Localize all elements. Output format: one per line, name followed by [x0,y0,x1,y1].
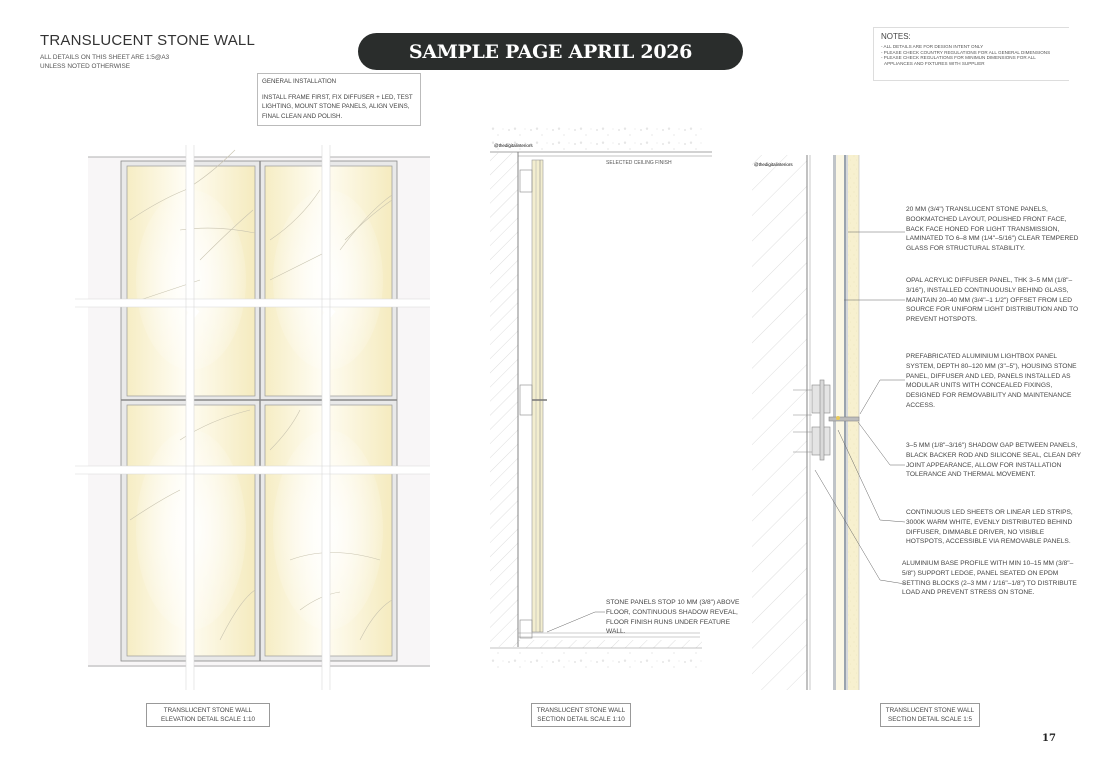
elevation-label [146,703,270,727]
sheet-title: TRANSLUCENT STONE WALL [40,32,256,49]
floor-callout: STONE PANELS STOP 10 MM (3/8") ABOVE FLOOR, CONTINUOUS SHADOW REVEAL, FLOOR FINISH RUNS UNDER FEATURE WALL. [606,599,740,636]
callout-shadow-gap: 3–5 MM (1/8"–3/16") SHADOW GAP BETWEEN PANELS, BLACK BACKER ROD AND SILICONE SEAL, CLEAN DRY JOINT APPEARANCE, ALLOW FOR INSTALLATION TOLERANCE AND THERMAL MOVEMENT. [906,442,1081,479]
label-line: SECTION DETAIL SCALE 1:5 [888,716,972,723]
label-line: TRANSLUCENT STONE WALL [536,707,626,714]
watermark: @thedigitalinteriors [754,162,793,167]
section-1-5-drawing [752,155,905,690]
watermark: @thedigitalinteriors [494,143,533,148]
page-number: 17 [1042,733,1056,744]
note-item: APPLIANCES AND FIXTURES WITH SUPPLIER [884,60,985,66]
callout-stone-panels: 20 MM (3/4") TRANSLUCENT STONE PANELS, BOOKMATCHED LAYOUT, POLISHED FRONT FACE, BACK FACE HONED FOR LIGHT TRANSMISSION, LAMINATED TO 6–8 MM (1/4"–5/16") CLEAR TEMPERED GLASS FOR STRUCTURAL STABILITY. [906,206,1079,253]
section-1-10-drawing [490,126,712,670]
note-item: - PLEASE CHECK REGULATIONS FOR MINIMUN DIMENSIONS FOR ALL [881,55,1036,61]
install-body: INSTALL FRAME FIRST, FIX DIFFUSER + LED, TEST LIGHTING, MOUNT STONE PANELS, ALIGN VEINS, FINAL CLEAN AND POLISH. [262,94,413,120]
label-line: TRANSLUCENT STONE WALL [163,707,253,714]
banner-text: SAMPLE PAGE APRIL 2026 [408,40,693,63]
install-heading: GENERAL INSTALLATION [262,78,337,85]
ceiling-finish-label: SELECTED CEILING FINISH [606,160,672,166]
label-line: TRANSLUCENT STONE WALL [885,707,975,714]
section-1-5-label [880,703,980,727]
label-line: SECTION DETAIL SCALE 1:10 [537,716,625,723]
note-item: - ALL DETAILS ARE FOR DESIGN INTENT ONLY [881,44,984,49]
elevation-drawing [75,145,430,690]
label-line: ELEVATION DETAIL SCALE 1:10 [161,716,255,723]
callout-lightbox: PREFABRICATED ALUMINIUM LIGHTBOX PANEL SYSTEM, DEPTH 80–120 MM (3"–5"), HOUSING STONE PANEL, DIFFUSER AND LED, PANELS INSTALLED AS MODULAR UNITS WITH CONCEALED FIXINGS, DESIGNED FOR REMOVABILITY AND MAINTENANCE ACCESS. [906,353,1077,409]
notes-heading: NOTES: [881,32,911,41]
subtitle-line: ALL DETAILS ON THIS SHEET ARE 1:5@A3 [40,54,170,61]
callout-diffuser: OPAL ACRYLIC DIFFUSER PANEL, THK 3–5 MM (1/8"–3/16"), INSTALLED CONTINUOUSLY BEHIND GLASS, MAINTAIN 20–40 MM (3/4"–1 1/2") OFFSET FROM LED SOURCE FOR UNIFORM LIGHT DISTRIBUTION AND TO PREVENT HOTSPOTS. [906,277,1079,324]
callout-led: CONTINUOUS LED SHEETS OR LINEAR LED STRIPS, 3000K WARM WHITE, EVENLY DISTRIBUTED BEHIND DIFFUSER, DIMMABLE DRIVER, NO VISIBLE HOTSPOTS, ACCESSIBLE VIA REMOVABLE PANELS. [906,509,1073,546]
callout-base-profile: ALUMINIUM BASE PROFILE WITH MIN 10–15 MM (3/8"–5/8") SUPPORT LEDGE, PANEL SEATED ON EPDM SETTING BLOCKS (2–3 MM / 1/16"–1/8") TO DISTRIBUTE LOAD AND PREVENT STRESS ON STONE. [902,560,1077,597]
subtitle-line: UNLESS NOTED OTHERWISE [40,62,131,70]
note-item: - PLEASE CHECK COUNTRY REGULATIONS FOR ALL GENERAL DIMENSIONS [881,49,1051,55]
section-1-10-label [531,703,631,727]
